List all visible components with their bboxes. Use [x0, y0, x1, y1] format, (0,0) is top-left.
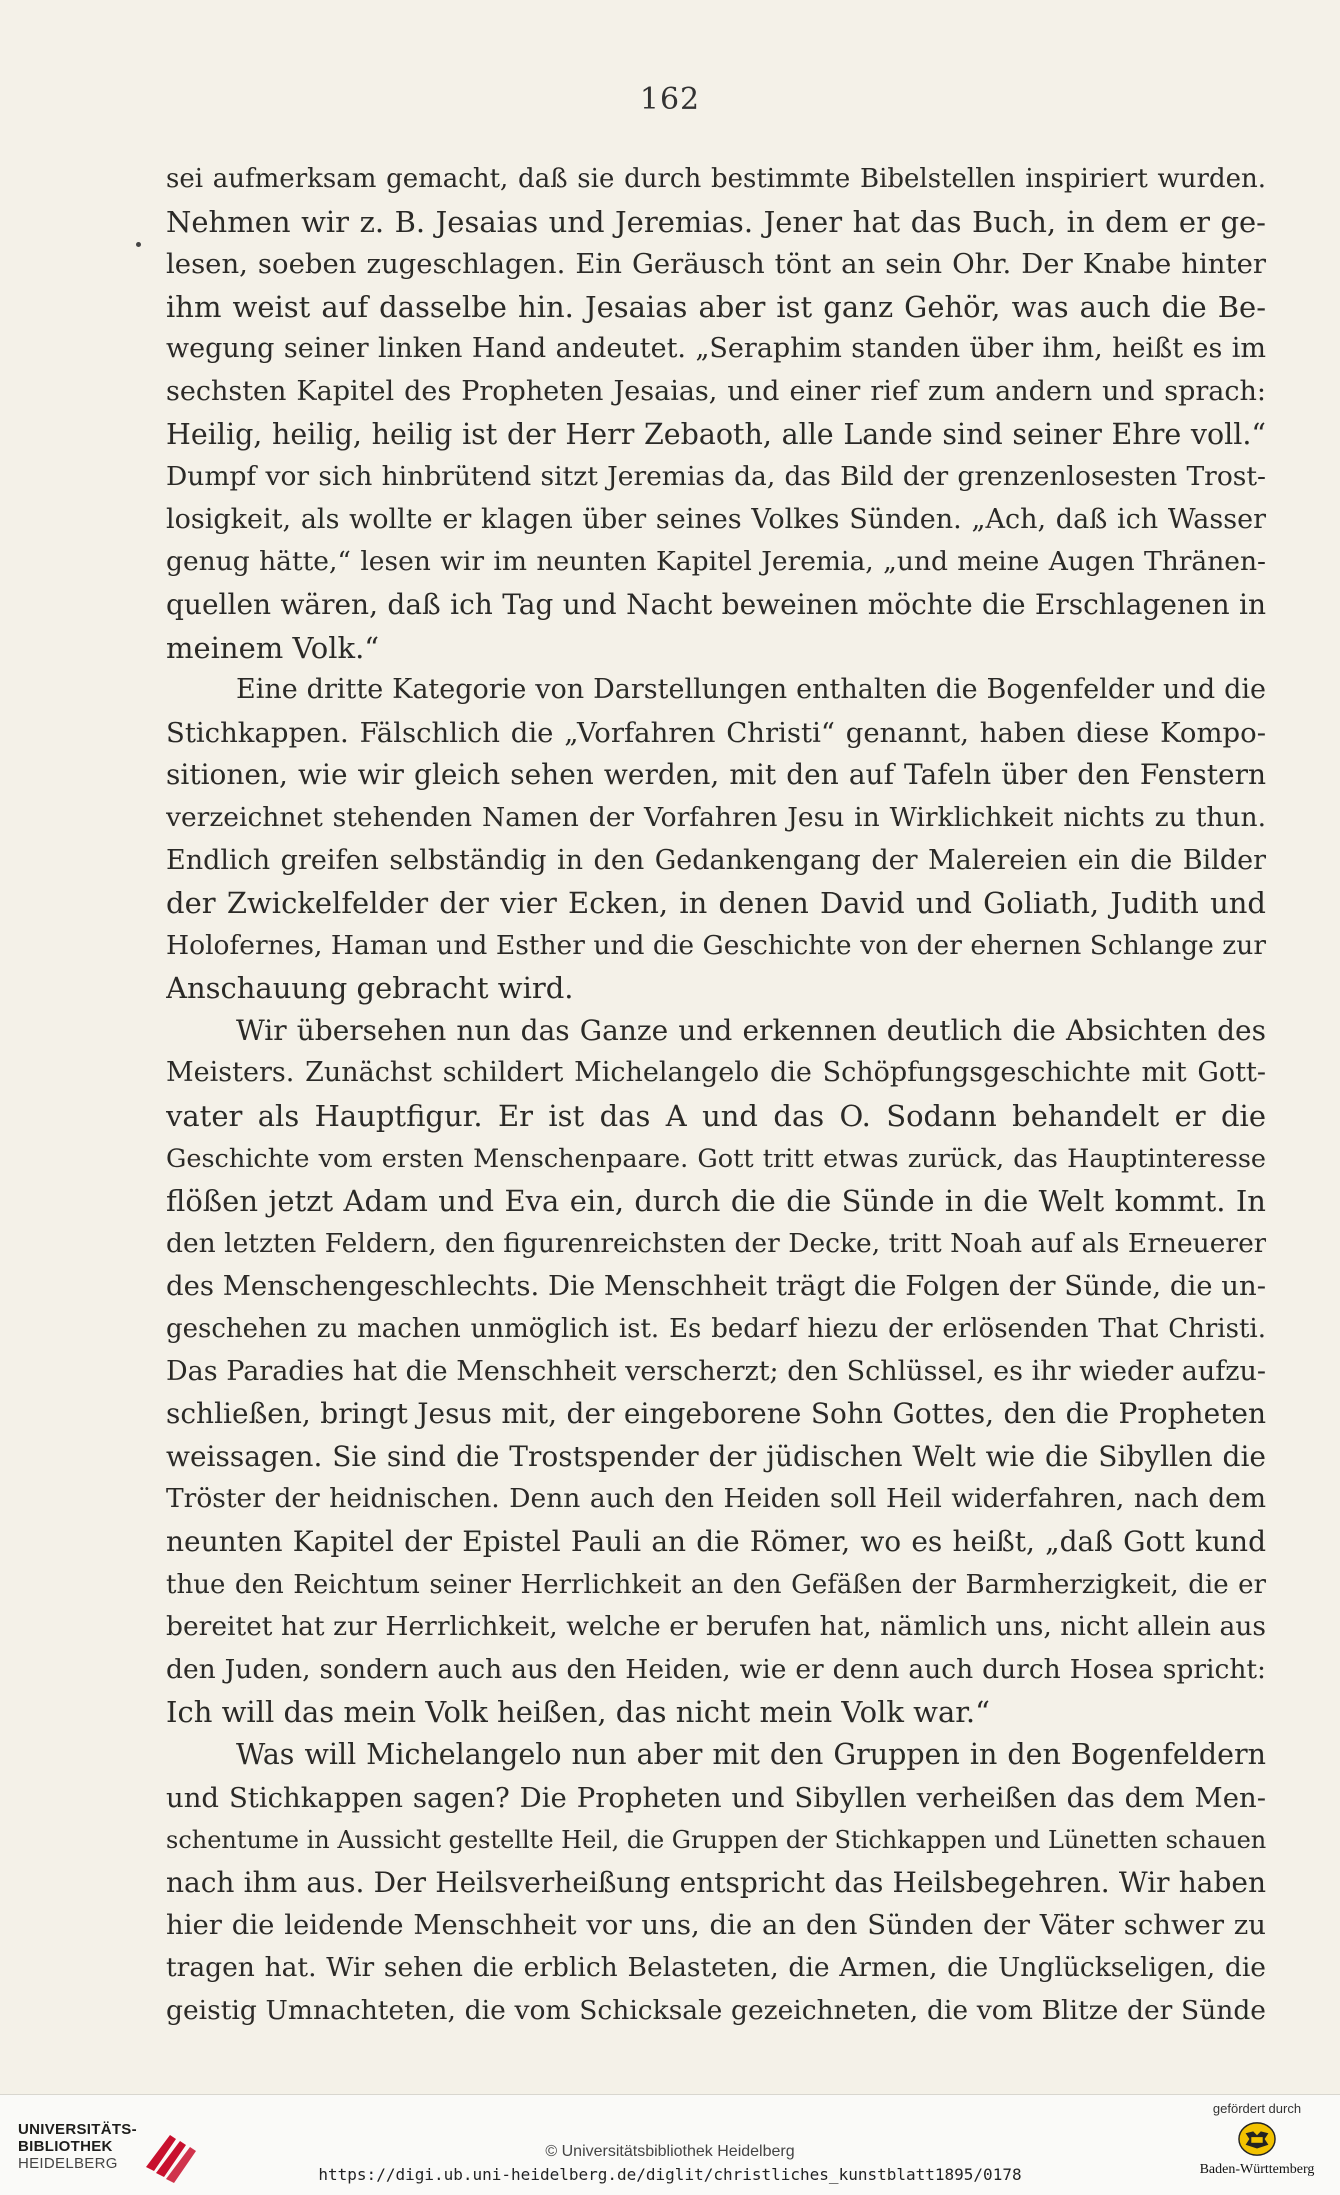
text-line: geistig Umnachteten, die vom Schicksale gezeichneten, die vom Blitze der Sünde — [166, 1994, 1266, 2026]
text-line: sitionen, wie wir gleich sehen werden, mit den auf Tafeln über den Fenstern — [166, 758, 1266, 792]
text-line: Das Paradies hat die Menschheit verscherzt; den Schlüssel, es ihr wieder aufzu- — [166, 1355, 1266, 1387]
body-text — [166, 158, 1266, 2032]
text-line: geschehen zu machen unmöglich ist. Es bedarf hiezu der erlösenden That Christi. — [166, 1314, 1266, 1345]
funding-credit — [1192, 2101, 1322, 2193]
text-line: schließen, bringt Jesus mit, der eingeborene Sohn Gottes, den die Propheten — [166, 1397, 1266, 1431]
paragraph — [166, 158, 1266, 669]
text-line: thue den Reichtum seiner Herrlichkeit an den Gefäßen der Barmherzigkeit, die er — [166, 1569, 1266, 1600]
text-line: meinem Volk.“ — [166, 630, 380, 665]
text-line: flößen jetzt Adam und Eva ein, durch die die Sünde in die Welt kommt. In — [166, 1184, 1266, 1219]
margin-dot — [136, 242, 141, 247]
page-number: 162 — [639, 82, 701, 117]
text-line: wegung seiner linken Hand andeutet. „Seraphim standen über ihm, heißt es im — [166, 333, 1266, 365]
paragraph — [166, 1734, 1266, 2032]
copyright-notice: © Universitätsbibliothek Heidelberg — [545, 2143, 795, 2160]
text-line: Anschauung gebracht wird. — [166, 971, 574, 1006]
text-line: des Menschengeschlechts. Die Menschheit trägt die Folgen der Sünde, die un- — [166, 1270, 1266, 1303]
text-line: Tröster der heidnischen. Denn auch den Heiden soll Heil widerfahren, nach dem — [166, 1483, 1266, 1515]
text-line: quellen wären, daß ich Tag und Nacht beweinen möchte die Erschlagenen in — [166, 587, 1266, 621]
text-line: Endlich greifen selbständig in den Gedankengang der Malereien ein die Bilder — [166, 844, 1266, 876]
source-url-link[interactable]: https://digi.ub.uni-heidelberg.de/diglit/christliches_kunstblatt1895/0178 — [318, 2165, 1022, 2184]
text-line: Eine dritte Kategorie von Darstellungen enthalten die Bogenfelder und die — [236, 674, 1266, 706]
text-line: Geschichte vom ersten Menschenpaare. Gott tritt etwas zurück, das Hauptinteresse — [166, 1143, 1266, 1174]
text-line: hier die leidende Menschheit vor uns, die an den Sünden der Väter schwer zu — [166, 1909, 1266, 1942]
text-line: Dumpf vor sich hinbrütend sitzt Jeremias da, das Bild der grenzenlosesten Trost- — [166, 461, 1266, 493]
text-line: weissagen. Sie sind die Trostspender der jüdischen Welt wie die Sibyllen die — [166, 1439, 1266, 1473]
text-line: schentume in Aussicht gestellte Heil, die Gruppen der Stichkappen und Lünetten schauen — [166, 1826, 1266, 1855]
text-line: ihm weist auf dasselbe hin. Jesaias aber ist ganz Gehör, was auch die Be- — [166, 289, 1266, 324]
text-line: genug hätte,“ lesen wir im neunten Kapitel Jeremia, „und meine Augen Thränen- — [166, 546, 1266, 578]
text-line: Was will Michelangelo nun aber mit den Gruppen in den Bogenfeldern — [236, 1737, 1266, 1771]
text-line: Stichkappen. Fälschlich die „Vorfahren Christi“ genannt, haben diese Kompo- — [166, 716, 1266, 749]
text-line: Heilig, heilig, heilig ist der Herr Zebaoth, alle Lande sind seiner Ehre voll.“ — [166, 417, 1266, 451]
paragraph — [166, 669, 1266, 1010]
funding-label: gefördert durch — [1212, 2101, 1302, 2116]
text-line: lesen, soeben zugeschlagen. Ein Geräusch tönt an sein Ohr. Der Knabe hinter — [166, 248, 1266, 281]
footer — [0, 2094, 1340, 2195]
library-name-line1: UNIVERSITÄTS- — [18, 2121, 137, 2138]
text-line: Holofernes, Haman und Esther und die Geschichte von der ehernen Schlange zur — [166, 929, 1266, 961]
text-line: nach ihm aus. Der Heilsverheißung entspricht das Heilsbegehren. Wir haben — [166, 1865, 1266, 1899]
library-name-line2: BIBLIOTHEK — [18, 2138, 113, 2155]
library-name-line3: HEIDELBERG — [18, 2155, 118, 2172]
text-line: vater als Hauptfigur. Er ist das A und das O. Sodann behandelt er die — [166, 1099, 1266, 1134]
text-line: sei aufmerksam gemacht, daß sie durch bestimmte Bibelstellen inspiriert wurden. — [166, 164, 1266, 194]
text-line: und Stichkappen sagen? Die Propheten und Sibyllen verheißen das dem Men- — [166, 1781, 1266, 1814]
text-line: bereitet hat zur Herrlichkeit, welche er berufen hat, nämlich uns, nicht allein aus — [166, 1611, 1266, 1643]
text-line: tragen hat. Wir sehen die erblich Belasteten, die Armen, die Unglückseligen, die — [166, 1951, 1266, 1983]
text-line: neunten Kapitel der Epistel Pauli an die Römer, wo es heißt, „daß Gott kund — [166, 1525, 1266, 1558]
text-line: losigkeit, als wollte er klagen über seines Volkes Sünden. „Ach, daß ich Wasser — [166, 503, 1266, 535]
text-line: der Zwickelfelder der vier Ecken, in denen David und Goliath, Judith und — [166, 886, 1266, 921]
text-line: sechsten Kapitel des Propheten Jesaias, und einer rief zum andern und sprach: — [166, 375, 1266, 407]
paragraph — [166, 1010, 1266, 1734]
text-line: Meisters. Zunächst schildert Michelangelo die Schöpfungsgeschichte mit Gott- — [166, 1057, 1266, 1089]
text-line: Ich will das mein Volk heißen, das nicht mein Volk war.“ — [166, 1695, 990, 1730]
text-line: den letzten Feldern, den figurenreichsten der Decke, tritt Noah auf als Erneuerer — [166, 1227, 1266, 1259]
text-line: den Juden, sondern auch aus den Heiden, wie er denn auch durch Hosea spricht: — [166, 1653, 1266, 1685]
text-line: Nehmen wir z. B. Jesaias und Jeremias. Jener hat das Buch, in dem er ge- — [166, 204, 1266, 239]
state-coat-of-arms-icon — [1238, 2120, 1276, 2158]
funder-name: Baden-Württemberg — [1199, 2162, 1315, 2177]
text-line: Wir übersehen nun das Ganze und erkennen deutlich die Absichten des — [236, 1013, 1266, 1047]
text-line: verzeichnet stehenden Namen der Vorfahren Jesu in Wirklichkeit nichts zu thun. — [166, 801, 1266, 833]
